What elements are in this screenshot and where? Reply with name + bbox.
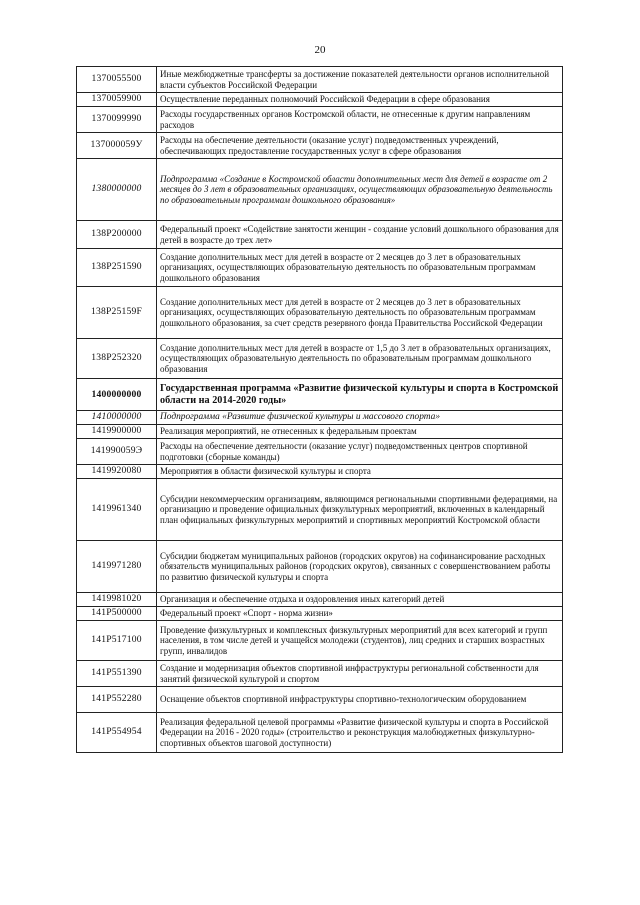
row-description: Реализация мероприятий, не отнесенных к федеральным проектам [157,425,563,439]
table-row [77,593,563,607]
row-code: 141P554954 [77,713,157,753]
row-code: 141P500000 [77,607,157,621]
table-row [77,67,563,93]
row-code: 1419961340 [77,479,157,541]
table-row [77,93,563,107]
row-code: 1380000000 [77,159,157,221]
row-code: 141P552280 [77,687,157,713]
table-row [77,465,563,479]
row-description: Подпрограмма «Создание в Костромской области дополнительных мест для детей в возрасте от 2 месяцев до 3 лет в образовательных организациях, осуществляющих образовательную деятельность по образовательным программам дошкольного образования» [157,159,563,221]
row-description: Реализация федеральной целевой программы «Развитие физической культуры и спорта в Российской Федерации на 2016 - 2020 годы» (строительство и реконструкция малобюджетных физкультурно-спортивных объектов шаговой доступности) [157,713,563,753]
row-description: Создание дополнительных мест для детей в возрасте от 1,5 до 3 лет в образовательных организациях, осуществляющих образовательную деятельность по образовательным программам дошкольного образования [157,339,563,379]
row-description: Иные межбюджетные трансферты за достижение показателей деятельности органов исполнительной власти субъектов Российской Федерации [157,67,563,93]
table-row [77,133,563,159]
table-row [77,339,563,379]
row-code: 138P25159F [77,287,157,339]
row-code: 1419920080 [77,465,157,479]
table-row [77,439,563,465]
row-description: Оснащение объектов спортивной инфраструктуры спортивно-технологическим оборудованием [157,687,563,713]
row-description: Расходы государственных органов Костромской области, не отнесенные к другим направлениям расходов [157,107,563,133]
row-code: 141990059Э [77,439,157,465]
row-code: 137000059У [77,133,157,159]
table-row [77,249,563,287]
row-description: Создание и модернизация объектов спортивной инфраструктуры региональной собственности для занятий физической культурой и спортом [157,661,563,687]
row-description: Создание дополнительных мест для детей в возрасте от 2 месяцев до 3 лет в образовательных организациях, осуществляющих образовательную деятельность по образовательным программам дошкольного образования, за счет средств резервного фонда Правительства Российской Федерации [157,287,563,339]
row-code: 1370059900 [77,93,157,107]
row-code: 141P551390 [77,661,157,687]
row-code: 1370055500 [77,67,157,93]
row-description: Создание дополнительных мест для детей в возрасте от 2 месяцев до 3 лет в образовательных организациях, осуществляющих образовательную деятельность по образовательным программам дошкольного образования [157,249,563,287]
table-row [77,425,563,439]
row-code: 1400000000 [77,379,157,411]
row-description: Организация и обеспечение отдыха и оздоровления иных категорий детей [157,593,563,607]
table-row [77,159,563,221]
table-row [77,541,563,593]
table-row [77,661,563,687]
table-row [77,287,563,339]
row-description: Субсидии некоммерческим организациям, являющимся региональными спортивными федерациями, на организацию и проведение официальных физкультурных мероприятий, включенных в календарный план официальных физкультурных мероприятий и спортивных мероприятий Костромской области [157,479,563,541]
table-row [77,379,563,411]
row-description: Субсидии бюджетам муниципальных районов (городских округов) на софинансирование расходных обязательств муниципальных районов (городских округов), связанных с совершенствованием работы по развитию физической культуры и спорта [157,541,563,593]
row-description: Государственная программа «Развитие физической культуры и спорта в Костромской области на 2014-2020 годы» [157,379,563,411]
table-row [77,687,563,713]
row-code: 141P517100 [77,621,157,661]
row-code: 138P252320 [77,339,157,379]
row-description: Расходы на обеспечение деятельности (оказание услуг) подведомственных учреждений, обеспечивающих предоставление государственных услуг в сфере образования [157,133,563,159]
row-code: 1419900000 [77,425,157,439]
row-code: 1410000000 [77,411,157,425]
budget-codes-table [76,66,563,753]
table-row [77,107,563,133]
table-row [77,411,563,425]
row-description: Расходы на обеспечение деятельности (оказание услуг) подведомственных центров спортивной подготовки (сборные команды) [157,439,563,465]
table-row [77,221,563,249]
row-description: Подпрограмма «Развитие физической культуры и массового спорта» [157,411,563,425]
row-description: Федеральный проект «Содействие занятости женщин - создание условий дошкольного образования для детей в возрасте до трех лет» [157,221,563,249]
row-description: Мероприятия в области физической культуры и спорта [157,465,563,479]
row-code: 1419971280 [77,541,157,593]
row-code: 138P251590 [77,249,157,287]
row-description: Федеральный проект «Спорт - норма жизни» [157,607,563,621]
table-row [77,479,563,541]
row-code: 1419981020 [77,593,157,607]
table-row [77,713,563,753]
row-code: 138P200000 [77,221,157,249]
row-code: 1370099990 [77,107,157,133]
page-number: 20 [314,44,326,56]
table-row [77,621,563,661]
table-body [77,67,563,753]
row-description: Проведение физкультурных и комплексных физкультурных мероприятий для всех категорий и групп населения, в том числе детей и учащейся молодежи (студентов), лиц средних и старших возрастных групп, инвалидов [157,621,563,661]
table-row [77,607,563,621]
row-description: Осуществление переданных полномочий Российской Федерации в сфере образования [157,93,563,107]
